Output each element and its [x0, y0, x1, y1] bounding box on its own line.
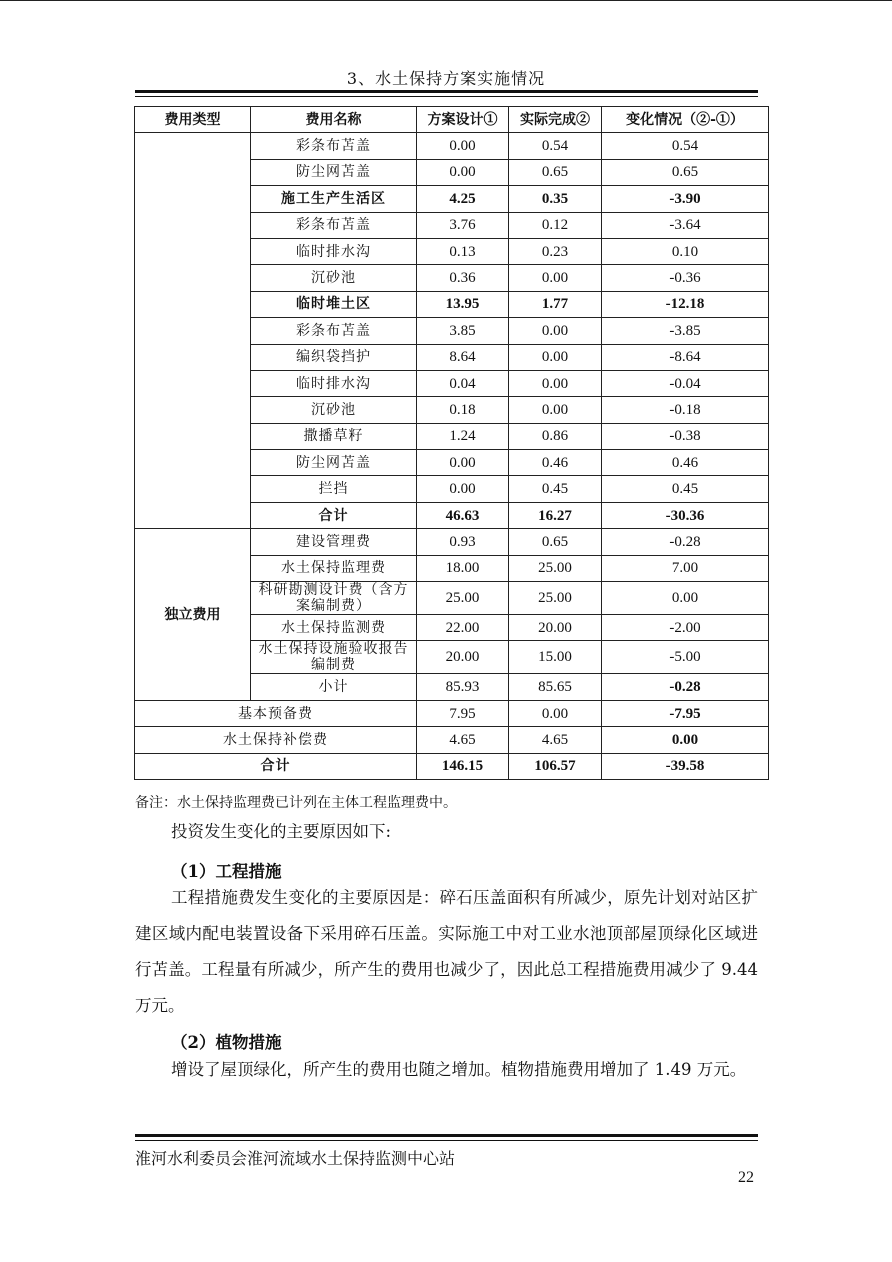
intro-paragraph: 投资发生变化的主要原因如下: — [171, 822, 392, 841]
page-top-border — [0, 0, 892, 1]
table-note: 备注：水土保持监理费已计列在主体工程监理费中。 — [135, 795, 457, 811]
actual-value: 0.00 — [509, 370, 602, 396]
cost-name: 编织袋挡护 — [251, 344, 417, 370]
cost-name: 水土保持监测费 — [251, 615, 417, 641]
design-value: 85.93 — [417, 674, 509, 700]
cost-name: 防尘网苫盖 — [251, 450, 417, 476]
change-value: -12.18 — [602, 291, 769, 317]
table-row-reserve — [135, 700, 769, 726]
table-row — [135, 133, 769, 159]
footer-rule-thin — [135, 1140, 758, 1141]
change-value: 0.45 — [602, 476, 769, 502]
change-value: 7.00 — [602, 555, 769, 581]
design-value: 8.64 — [417, 344, 509, 370]
type-cell-blank — [135, 133, 251, 529]
cost-name: 临时排水沟 — [251, 370, 417, 396]
design-value: 146.15 — [417, 753, 509, 779]
design-value: 4.25 — [417, 186, 509, 212]
type-cell-independent: 独立费用 — [135, 529, 251, 701]
cost-name: 施工生产生活区 — [251, 186, 417, 212]
change-value: 0.00 — [602, 727, 769, 753]
design-value: 20.00 — [417, 641, 509, 674]
actual-value: 0.86 — [509, 423, 602, 449]
cost-name: 小计 — [251, 674, 417, 700]
change-value: -8.64 — [602, 344, 769, 370]
actual-value: 0.65 — [509, 159, 602, 185]
change-value: 0.00 — [602, 582, 769, 615]
footer-organization: 淮河水利委员会淮河流域水土保持监测中心站 — [135, 1149, 456, 1168]
col-header-name: 费用名称 — [251, 107, 417, 133]
actual-value: 85.65 — [509, 674, 602, 700]
change-value: -5.00 — [602, 641, 769, 674]
table-row — [135, 529, 769, 555]
change-value: -3.64 — [602, 212, 769, 238]
cost-name: 临时排水沟 — [251, 238, 417, 264]
cost-name: 水土保持补偿费 — [135, 727, 417, 753]
cost-name: 彩条布苫盖 — [251, 318, 417, 344]
col-header-actual: 实际完成② — [509, 107, 602, 133]
actual-value: 106.57 — [509, 753, 602, 779]
cost-name: 建设管理费 — [251, 529, 417, 555]
actual-value: 0.54 — [509, 133, 602, 159]
table-row-total — [135, 753, 769, 779]
actual-value: 0.65 — [509, 529, 602, 555]
actual-value: 0.00 — [509, 344, 602, 370]
design-value: 0.00 — [417, 476, 509, 502]
design-value: 7.95 — [417, 700, 509, 726]
cost-name: 沉砂池 — [251, 265, 417, 291]
change-value: 0.46 — [602, 450, 769, 476]
design-value: 3.76 — [417, 212, 509, 238]
section-text-engineering: 工程措施费发生变化的主要原因是：碎石压盖面积有所减少，原先计划对站区扩建区域内配电装置设备下采用碎石压盖。实际施工中对工业水池顶部屋顶绿化区域进行苫盖。工程量有所减少，所产生的费用也减少了，因此总工程措施费用减少了 9.44 万元。 — [135, 888, 758, 1015]
page-number: 22 — [738, 1169, 754, 1186]
col-header-type: 费用类型 — [135, 107, 251, 133]
change-value: -0.36 — [602, 265, 769, 291]
cost-name: 拦挡 — [251, 476, 417, 502]
section-heading-vegetation: （2）植物措施 — [171, 1033, 282, 1052]
cost-name: 合计 — [135, 753, 417, 779]
design-value: 4.65 — [417, 727, 509, 753]
design-value: 1.24 — [417, 423, 509, 449]
actual-value: 0.00 — [509, 265, 602, 291]
cost-name: 水土保持设施验收报告编制费 — [251, 641, 417, 674]
actual-value: 0.00 — [509, 397, 602, 423]
change-value: 0.10 — [602, 238, 769, 264]
change-value: -3.85 — [602, 318, 769, 344]
cost-name: 撒播草籽 — [251, 423, 417, 449]
col-header-change: 变化情况（②-①） — [602, 107, 769, 133]
design-value: 0.13 — [417, 238, 509, 264]
design-value: 0.18 — [417, 397, 509, 423]
design-value: 0.93 — [417, 529, 509, 555]
change-value: -39.58 — [602, 753, 769, 779]
change-value: 0.54 — [602, 133, 769, 159]
design-value: 18.00 — [417, 555, 509, 581]
actual-value: 16.27 — [509, 502, 602, 528]
cost-name: 彩条布苫盖 — [251, 212, 417, 238]
cost-name: 基本预备费 — [135, 700, 417, 726]
change-value: -7.95 — [602, 700, 769, 726]
design-value: 0.04 — [417, 370, 509, 396]
actual-value: 0.35 — [509, 186, 602, 212]
change-value: -2.00 — [602, 615, 769, 641]
header-rule-thin — [135, 96, 758, 97]
design-value: 22.00 — [417, 615, 509, 641]
actual-value: 0.23 — [509, 238, 602, 264]
change-value: 0.65 — [602, 159, 769, 185]
change-value: -0.28 — [602, 529, 769, 555]
table-header-row — [135, 107, 769, 133]
actual-value: 0.00 — [509, 318, 602, 344]
actual-value: 0.45 — [509, 476, 602, 502]
section-text-vegetation: 增设了屋顶绿化，所产生的费用也随之增加。植物措施费用增加了 1.49 万元。 — [171, 1060, 747, 1079]
change-value: -0.04 — [602, 370, 769, 396]
header-rule-thick — [135, 90, 758, 93]
actual-value: 4.65 — [509, 727, 602, 753]
footer-rule-thick — [135, 1134, 758, 1137]
design-value: 0.36 — [417, 265, 509, 291]
design-value: 0.00 — [417, 450, 509, 476]
cost-comparison-table — [134, 106, 769, 780]
design-value: 46.63 — [417, 502, 509, 528]
running-header: 3、水土保持方案实施情况 — [346, 69, 546, 88]
design-value: 0.00 — [417, 133, 509, 159]
cost-name: 彩条布苫盖 — [251, 133, 417, 159]
cost-name: 临时堆土区 — [251, 291, 417, 317]
design-value: 0.00 — [417, 159, 509, 185]
cost-name: 防尘网苫盖 — [251, 159, 417, 185]
design-value: 13.95 — [417, 291, 509, 317]
actual-value: 20.00 — [509, 615, 602, 641]
change-value: -0.38 — [602, 423, 769, 449]
actual-value: 15.00 — [509, 641, 602, 674]
cost-name: 合计 — [251, 502, 417, 528]
actual-value: 0.12 — [509, 212, 602, 238]
change-value: -30.36 — [602, 502, 769, 528]
cost-name: 水土保持监理费 — [251, 555, 417, 581]
actual-value: 25.00 — [509, 582, 602, 615]
table-row-compensation — [135, 727, 769, 753]
actual-value: 0.46 — [509, 450, 602, 476]
col-header-design: 方案设计① — [417, 107, 509, 133]
cost-name: 沉砂池 — [251, 397, 417, 423]
actual-value: 25.00 — [509, 555, 602, 581]
section-heading-engineering: （1）工程措施 — [171, 862, 282, 881]
design-value: 25.00 — [417, 582, 509, 615]
design-value: 3.85 — [417, 318, 509, 344]
change-value: -0.28 — [602, 674, 769, 700]
cost-name: 科研勘测设计费（含方案编制费） — [251, 582, 417, 615]
actual-value: 0.00 — [509, 700, 602, 726]
change-value: -3.90 — [602, 186, 769, 212]
actual-value: 1.77 — [509, 291, 602, 317]
change-value: -0.18 — [602, 397, 769, 423]
